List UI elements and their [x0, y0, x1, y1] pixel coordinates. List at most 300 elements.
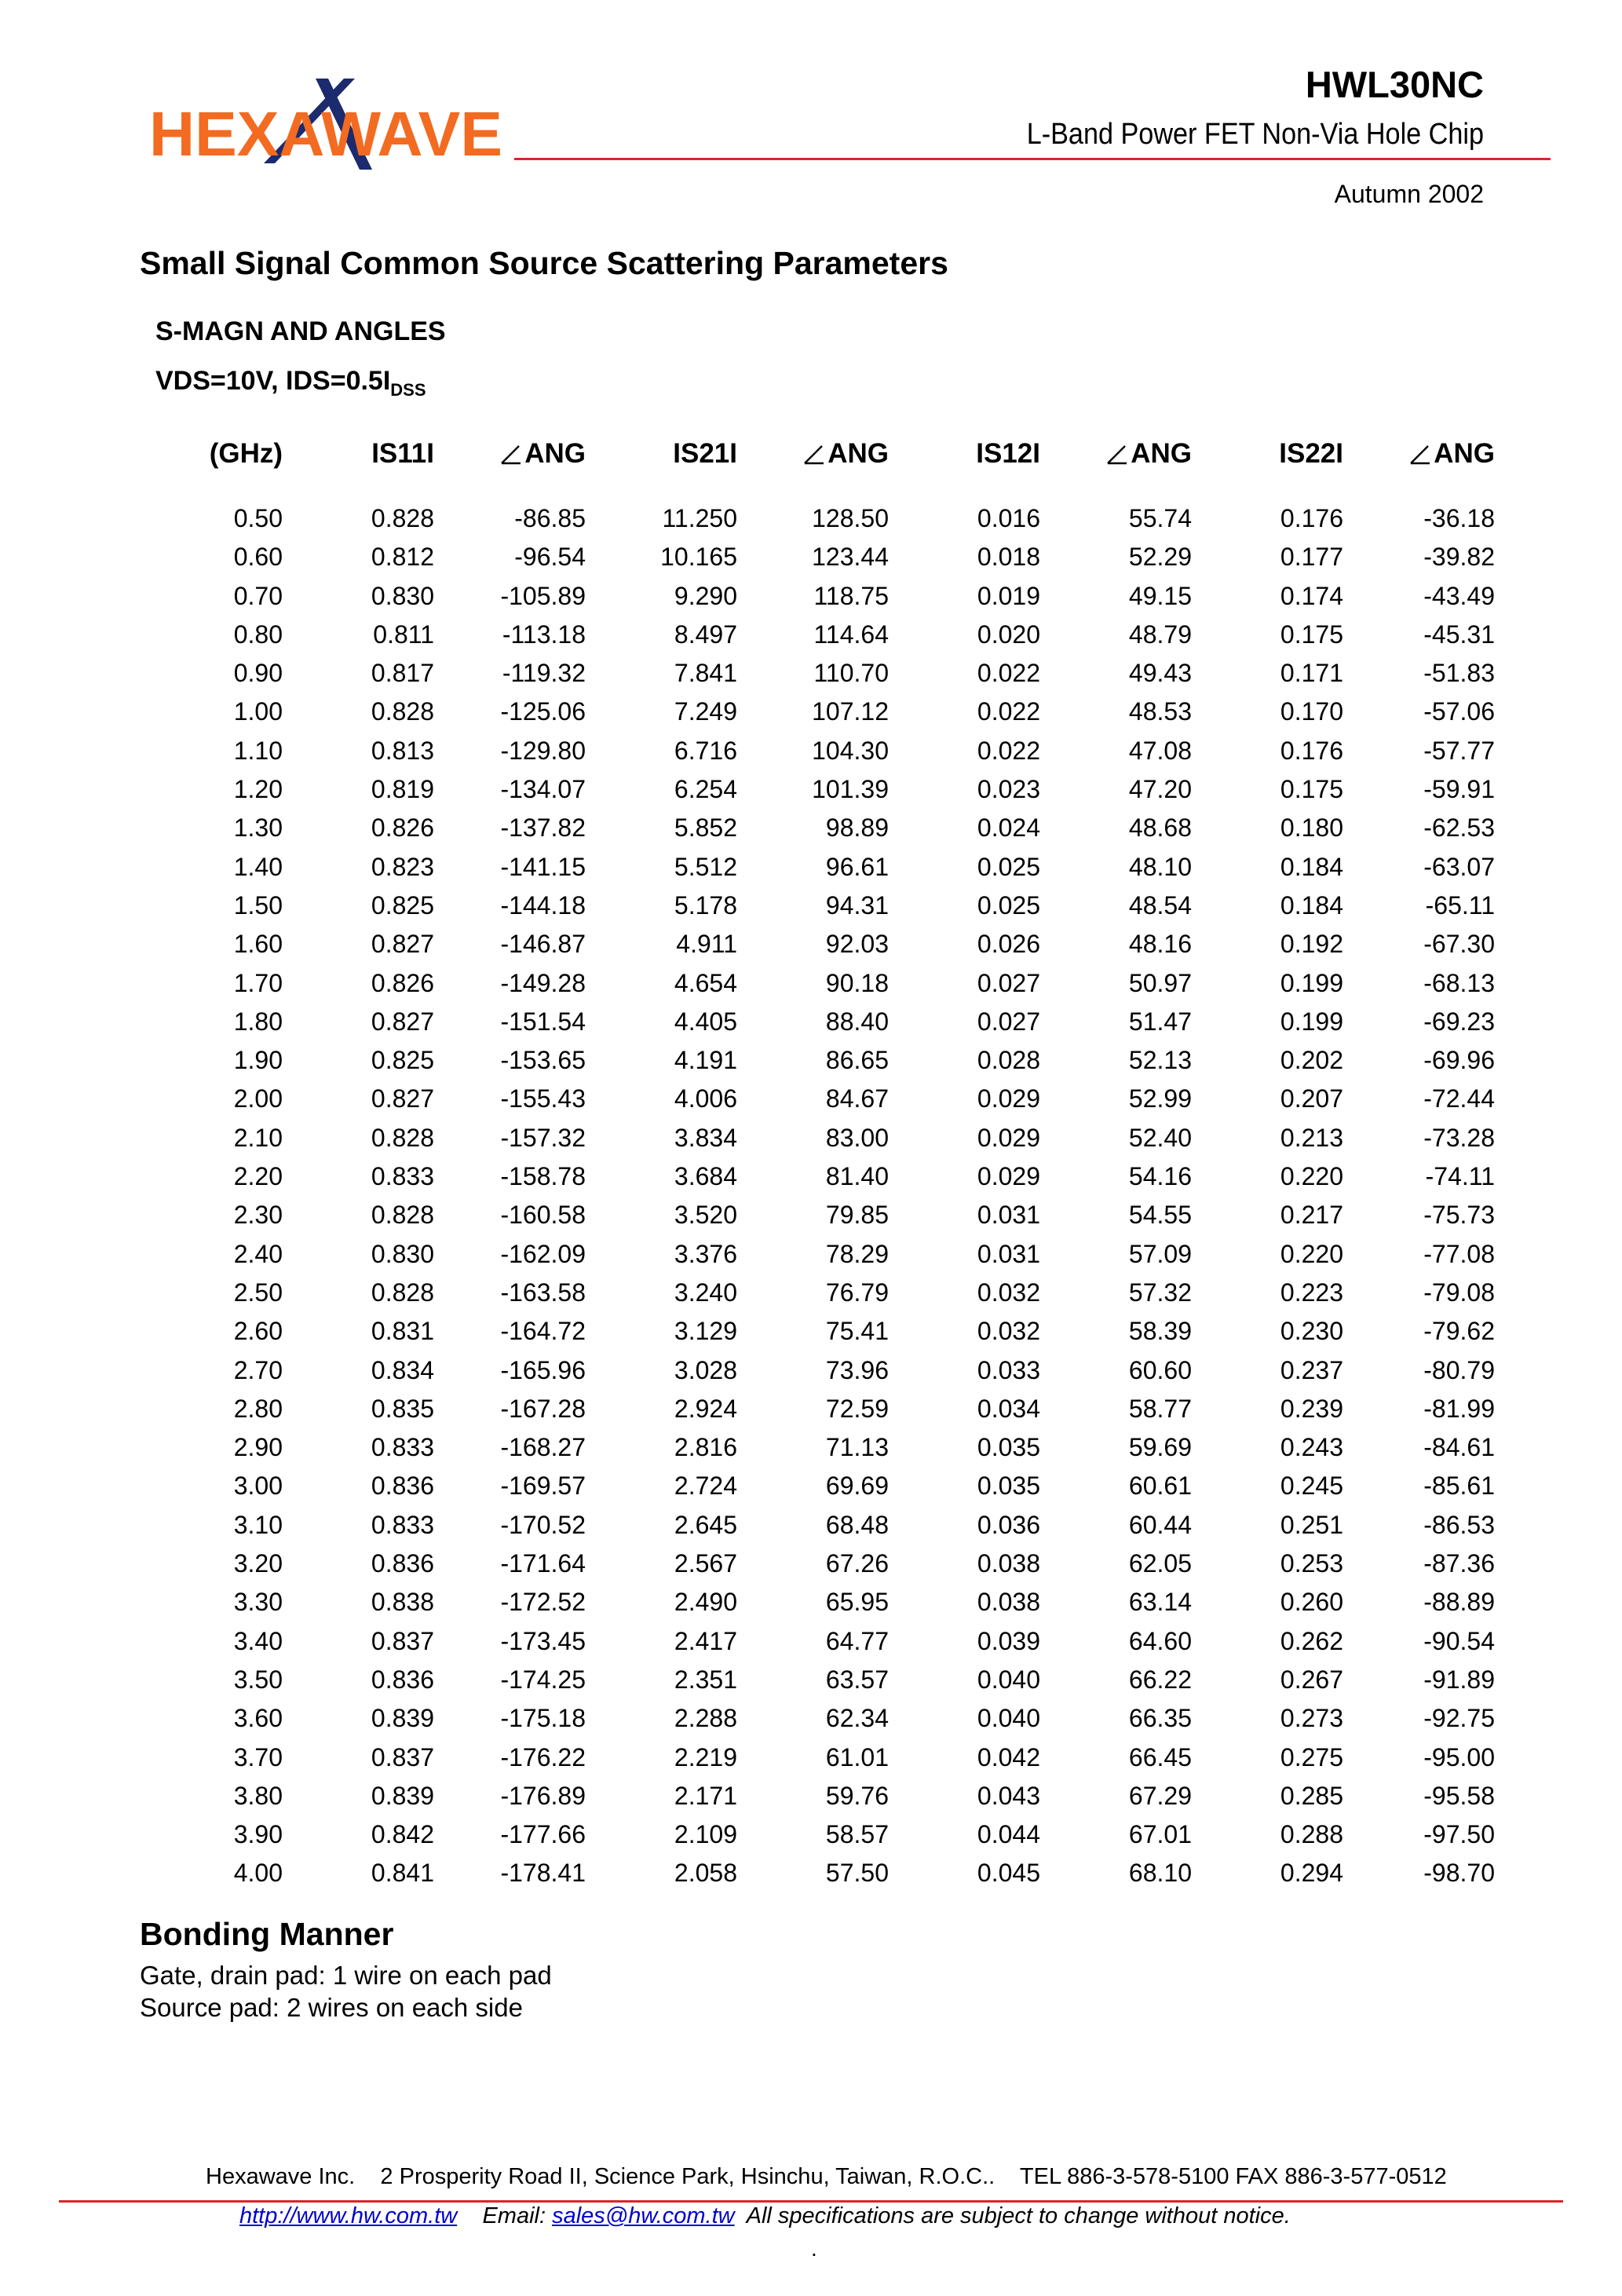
table-body	[155, 499, 1495, 1893]
cell-s12-ang: 54.16	[1128, 1162, 1192, 1191]
cell-s11-mag: 0.817	[371, 659, 434, 688]
cell-s21-ang: 79.85	[825, 1201, 889, 1230]
cell-s12-ang: 57.32	[1128, 1278, 1192, 1307]
cell-freq: 2.30	[233, 1201, 283, 1230]
cell-s11-mag: 0.812	[371, 543, 434, 572]
cell-s11-mag: 0.839	[371, 1781, 434, 1810]
cell-s11-ang: -96.54	[514, 543, 586, 572]
cell-s21-ang: 88.40	[825, 1007, 889, 1036]
angle-icon	[802, 442, 826, 466]
cell-s12-ang: 63.14	[1128, 1588, 1192, 1617]
cell-s11-ang: -134.07	[500, 775, 586, 804]
col-header-s11-mag: IS11I	[371, 438, 434, 469]
table-row	[155, 1003, 1495, 1041]
cell-s12-mag: 0.033	[977, 1355, 1040, 1384]
cell-s22-ang: -90.54	[1423, 1626, 1495, 1655]
cell-s22-mag: 0.175	[1280, 775, 1343, 804]
cell-s11-ang: -176.89	[500, 1781, 586, 1810]
cell-s12-mag: 0.027	[977, 1007, 1040, 1036]
cell-s22-ang: -68.13	[1423, 968, 1495, 997]
cell-s11-ang: -163.58	[500, 1278, 586, 1307]
footer-address: Hexawave Inc. 2 Prosperity Road II, Science Park, Hsinchu, Taiwan, R.O.C.. TEL 886-3-578-5100 FAX 886-3-577-0512	[206, 2164, 1447, 2189]
cell-s12-mag: 0.031	[977, 1201, 1040, 1230]
cell-s12-mag: 0.025	[977, 852, 1040, 881]
cell-freq: 2.10	[233, 1123, 283, 1152]
bonding-title: Bonding Manner	[140, 1916, 394, 1952]
cell-s12-ang: 57.09	[1128, 1239, 1192, 1268]
table-row	[155, 1545, 1495, 1583]
cell-s21-mag: 2.058	[674, 1859, 737, 1888]
angle-label: ANG	[524, 438, 586, 469]
cell-s21-mag: 3.376	[674, 1239, 737, 1268]
cell-s12-ang: 66.45	[1128, 1742, 1192, 1771]
cell-s21-ang: 81.40	[825, 1162, 889, 1191]
cell-s12-ang: 48.54	[1128, 890, 1192, 919]
cell-s11-mag: 0.837	[371, 1626, 434, 1655]
cell-s12-mag: 0.022	[977, 697, 1040, 726]
cell-s12-mag: 0.035	[977, 1433, 1040, 1462]
cell-s22-mag: 0.251	[1280, 1510, 1343, 1539]
cell-s12-mag: 0.016	[977, 504, 1040, 532]
col-header-s21-mag: IS21I	[673, 438, 737, 469]
angle-icon	[1408, 442, 1432, 466]
cell-s21-mag: 4.911	[676, 930, 737, 959]
cell-freq: 2.20	[233, 1162, 283, 1191]
cell-s22-ang: -72.44	[1423, 1084, 1495, 1113]
cell-s11-ang: -157.32	[500, 1123, 586, 1152]
cell-s21-mag: 7.841	[674, 659, 737, 688]
cell-s22-mag: 0.202	[1280, 1046, 1343, 1075]
table-row	[155, 1699, 1495, 1738]
cell-s21-mag: 3.240	[674, 1278, 737, 1307]
table-row	[155, 1312, 1495, 1351]
cell-s22-mag: 0.184	[1280, 890, 1343, 919]
cell-s21-mag: 7.249	[674, 697, 737, 726]
cell-s12-ang: 58.77	[1128, 1394, 1192, 1423]
table-row	[155, 887, 1495, 925]
cell-freq: 3.30	[233, 1588, 283, 1617]
table-row	[155, 1351, 1495, 1390]
cell-s21-ang: 118.75	[813, 581, 889, 610]
cell-freq: 3.50	[233, 1665, 283, 1694]
cell-s21-ang: 68.48	[825, 1510, 889, 1539]
cell-s12-mag: 0.045	[977, 1859, 1040, 1888]
cell-s12-mag: 0.025	[977, 890, 1040, 919]
cell-s11-mag: 0.819	[371, 775, 434, 804]
table-row	[155, 616, 1495, 654]
cell-s21-mag: 4.654	[674, 968, 737, 997]
angle-label: ANG	[827, 438, 889, 469]
cell-s11-mag: 0.835	[371, 1394, 434, 1423]
cell-s11-ang: -146.87	[500, 930, 586, 959]
col-header-s12-mag: IS12I	[976, 438, 1040, 469]
cell-s22-mag: 0.288	[1280, 1820, 1343, 1849]
disclaimer: All specifications are subject to change without notice.	[746, 2203, 1291, 2228]
table-row	[155, 964, 1495, 1003]
bias-conditions	[155, 366, 426, 400]
table-header-row	[155, 430, 1495, 477]
cell-s21-mag: 4.191	[674, 1046, 737, 1075]
cell-s22-ang: -92.75	[1423, 1704, 1495, 1733]
cell-s22-mag: 0.239	[1280, 1394, 1343, 1423]
cell-s21-mag: 5.852	[674, 813, 737, 843]
cell-s22-mag: 0.177	[1280, 543, 1343, 572]
cell-s22-ang: -85.61	[1423, 1472, 1495, 1501]
cell-s21-mag: 5.512	[674, 852, 737, 881]
cell-s12-ang: 48.10	[1128, 852, 1192, 881]
cell-s21-mag: 2.724	[674, 1472, 737, 1501]
cell-s21-mag: 2.924	[674, 1394, 737, 1423]
footer-contact	[239, 2203, 1291, 2229]
table-row	[155, 1119, 1495, 1157]
cell-s12-mag: 0.027	[977, 968, 1040, 997]
cell-s12-mag: 0.020	[977, 620, 1040, 649]
table-row	[155, 1506, 1495, 1545]
cell-freq: 3.40	[233, 1626, 283, 1655]
cell-s21-ang: 90.18	[825, 968, 889, 997]
cell-freq: 3.60	[233, 1704, 283, 1733]
logo-text: HEXAWAVE	[149, 99, 502, 169]
cell-s22-ang: -69.96	[1423, 1046, 1495, 1075]
cell-s12-ang: 66.22	[1128, 1665, 1192, 1694]
cell-s12-ang: 68.10	[1128, 1859, 1192, 1888]
table-row	[155, 577, 1495, 616]
cell-freq: 2.50	[233, 1278, 283, 1307]
cell-s11-ang: -149.28	[500, 968, 586, 997]
col-header-s22-angle	[1343, 430, 1495, 477]
bonding-line-source: Source pad: 2 wires on each side	[140, 1993, 523, 2022]
publication-date: Autumn 2002	[1334, 180, 1484, 208]
cell-s12-mag: 0.029	[977, 1123, 1040, 1152]
cell-freq: 1.50	[233, 890, 283, 919]
cell-s21-ang: 98.89	[825, 813, 889, 843]
cell-freq: 0.70	[233, 581, 283, 610]
cell-s11-ang: -177.66	[500, 1820, 586, 1849]
cell-s11-ang: -129.80	[500, 736, 586, 765]
cell-s21-ang: 114.64	[813, 620, 889, 649]
cell-s22-mag: 0.199	[1280, 1007, 1343, 1036]
cell-s21-ang: 92.03	[825, 930, 889, 959]
cell-freq: 2.00	[233, 1084, 283, 1113]
cell-s12-ang: 58.39	[1128, 1317, 1192, 1346]
cell-s11-ang: -158.78	[500, 1162, 586, 1191]
table-row	[155, 1041, 1495, 1080]
cell-freq: 2.70	[233, 1355, 283, 1384]
cell-s11-ang: -125.06	[500, 697, 586, 726]
cell-freq: 3.80	[233, 1781, 283, 1810]
bias-conditions-main: VDS=10V, IDS=0.5I	[155, 366, 391, 396]
cell-s22-mag: 0.243	[1280, 1433, 1343, 1462]
cell-s21-ang: 84.67	[825, 1084, 889, 1113]
table-row	[155, 848, 1495, 887]
cell-s11-mag: 0.830	[371, 1239, 434, 1268]
cell-s21-mag: 4.006	[674, 1084, 737, 1113]
cell-s12-mag: 0.040	[977, 1665, 1040, 1694]
cell-s22-ang: -95.58	[1423, 1781, 1495, 1810]
cell-s22-ang: -65.11	[1425, 890, 1495, 919]
cell-s11-ang: -172.52	[500, 1588, 586, 1617]
cell-s22-mag: 0.294	[1280, 1859, 1343, 1888]
cell-s12-mag: 0.022	[977, 659, 1040, 688]
table-row	[155, 732, 1495, 770]
cell-freq: 1.40	[233, 852, 283, 881]
cell-s11-mag: 0.825	[371, 890, 434, 919]
cell-s12-mag: 0.029	[977, 1162, 1040, 1191]
cell-s21-mag: 10.165	[660, 543, 737, 572]
cell-s22-mag: 0.199	[1280, 968, 1343, 997]
cell-s21-mag: 3.520	[674, 1201, 737, 1230]
cell-s12-ang: 60.61	[1128, 1472, 1192, 1501]
cell-s12-mag: 0.039	[977, 1626, 1040, 1655]
cell-s12-ang: 51.47	[1128, 1007, 1192, 1036]
cell-freq: 1.20	[233, 775, 283, 804]
cell-s12-ang: 64.60	[1128, 1626, 1192, 1655]
cell-s21-ang: 65.95	[825, 1588, 889, 1617]
cell-freq: 3.90	[233, 1820, 283, 1849]
cell-s11-ang: -165.96	[500, 1355, 586, 1384]
cell-s12-ang: 47.20	[1128, 775, 1192, 804]
cell-s12-ang: 52.13	[1128, 1046, 1192, 1075]
cell-s21-mag: 3.684	[674, 1162, 737, 1191]
cell-s21-ang: 76.79	[825, 1278, 889, 1307]
cell-s11-mag: 0.828	[371, 1278, 434, 1307]
cell-s22-mag: 0.176	[1280, 504, 1343, 532]
cell-s22-mag: 0.253	[1280, 1549, 1343, 1578]
cell-s11-mag: 0.839	[371, 1704, 434, 1733]
cell-s12-ang: 54.55	[1128, 1201, 1192, 1230]
cell-s11-mag: 0.830	[371, 581, 434, 610]
col-header-s22-mag: IS22I	[1279, 438, 1343, 469]
cell-s12-ang: 48.53	[1128, 697, 1192, 726]
cell-s12-mag: 0.031	[977, 1239, 1040, 1268]
cell-s22-ang: -36.18	[1423, 504, 1495, 532]
cell-freq: 3.70	[233, 1742, 283, 1771]
cell-s11-mag: 0.836	[371, 1549, 434, 1578]
cell-s11-ang: -167.28	[500, 1394, 586, 1423]
cell-s22-ang: -69.23	[1423, 1007, 1495, 1036]
cell-s12-mag: 0.043	[977, 1781, 1040, 1810]
cell-freq: 2.80	[233, 1394, 283, 1423]
cell-s22-mag: 0.176	[1280, 736, 1343, 765]
email-label: Email:	[482, 2203, 546, 2228]
cell-s22-ang: -62.53	[1423, 813, 1495, 843]
cell-s22-ang: -59.91	[1423, 775, 1495, 804]
cell-s22-ang: -67.30	[1423, 930, 1495, 959]
cell-s12-mag: 0.019	[977, 581, 1040, 610]
cell-s22-mag: 0.192	[1280, 930, 1343, 959]
cell-s22-ang: -63.07	[1423, 852, 1495, 881]
cell-s21-ang: 61.01	[825, 1742, 889, 1771]
col-header-frequency: (GHz)	[209, 438, 283, 469]
cell-s21-mag: 9.290	[674, 581, 737, 610]
cell-s21-mag: 2.490	[674, 1588, 737, 1617]
cell-s12-mag: 0.040	[977, 1704, 1040, 1733]
cell-s21-ang: 71.13	[825, 1433, 889, 1462]
cell-s11-mag: 0.841	[371, 1859, 434, 1888]
cell-s21-ang: 72.59	[825, 1394, 889, 1423]
cell-s11-mag: 0.833	[371, 1162, 434, 1191]
cell-s22-mag: 0.207	[1280, 1084, 1343, 1113]
cell-s11-mag: 0.827	[371, 1007, 434, 1036]
cell-s21-ang: 101.39	[812, 775, 889, 804]
cell-s21-ang: 58.57	[825, 1820, 889, 1849]
cell-s12-mag: 0.038	[977, 1588, 1040, 1617]
cell-s11-mag: 0.833	[371, 1510, 434, 1539]
cell-s11-mag: 0.828	[371, 1201, 434, 1230]
table-row	[155, 1777, 1495, 1815]
cell-s11-ang: -168.27	[500, 1433, 586, 1462]
cell-freq: 0.80	[233, 620, 283, 649]
cell-s11-ang: -169.57	[500, 1472, 586, 1501]
cell-freq: 3.20	[233, 1549, 283, 1578]
cell-s11-ang: -141.15	[500, 852, 586, 881]
hexawave-logo	[149, 68, 502, 177]
cell-s21-ang: 86.65	[825, 1046, 889, 1075]
cell-s22-ang: -80.79	[1423, 1355, 1495, 1384]
header-divider	[514, 158, 1551, 160]
cell-s12-ang: 52.99	[1128, 1084, 1192, 1113]
cell-s11-mag: 0.836	[371, 1665, 434, 1694]
section-title: Small Signal Common Source Scattering Parameters	[140, 245, 948, 281]
bias-conditions-subscript: DSS	[390, 380, 426, 400]
cell-s21-mag: 3.129	[674, 1317, 737, 1346]
cell-s11-ang: -173.45	[500, 1626, 586, 1655]
cell-s22-mag: 0.220	[1280, 1239, 1343, 1268]
angle-label: ANG	[1131, 438, 1192, 469]
cell-s12-mag: 0.022	[977, 736, 1040, 765]
cell-s22-ang: -88.89	[1423, 1588, 1495, 1617]
cell-s21-ang: 94.31	[825, 890, 889, 919]
cell-s21-mag: 2.171	[674, 1781, 737, 1810]
cell-s22-mag: 0.237	[1280, 1355, 1343, 1384]
page-dot: .	[811, 2236, 817, 2261]
website-link[interactable]: http://www.hw.com.tw	[239, 2203, 458, 2228]
cell-freq: 1.30	[233, 813, 283, 843]
cell-s12-ang: 62.05	[1128, 1549, 1192, 1578]
table-row	[155, 1467, 1495, 1505]
cell-s12-ang: 49.15	[1128, 581, 1192, 610]
cell-s22-ang: -75.73	[1423, 1201, 1495, 1230]
angle-icon	[1105, 442, 1129, 466]
cell-s11-mag: 0.836	[371, 1472, 434, 1501]
product-subtitle: L-Band Power FET Non-Via Hole Chip	[1026, 118, 1484, 151]
cell-s11-mag: 0.811	[373, 620, 434, 649]
table-row	[155, 809, 1495, 847]
cell-s11-ang: -151.54	[500, 1007, 586, 1036]
cell-s11-mag: 0.831	[371, 1317, 434, 1346]
cell-s11-ang: -119.32	[502, 659, 586, 688]
cell-s22-ang: -95.00	[1423, 1742, 1495, 1771]
cell-s21-ang: 63.57	[825, 1665, 889, 1694]
cell-s22-mag: 0.184	[1280, 852, 1343, 881]
cell-s22-mag: 0.223	[1280, 1278, 1343, 1307]
cell-s11-mag: 0.842	[371, 1820, 434, 1849]
cell-s21-ang: 110.70	[813, 659, 889, 688]
cell-s22-ang: -57.06	[1423, 697, 1495, 726]
cell-freq: 4.00	[233, 1859, 283, 1888]
table-row	[155, 1815, 1495, 1854]
table-row	[155, 1196, 1495, 1234]
cell-s22-mag: 0.260	[1280, 1588, 1343, 1617]
cell-s22-ang: -73.28	[1423, 1123, 1495, 1152]
table-row	[155, 693, 1495, 731]
cell-s12-ang: 48.16	[1128, 930, 1192, 959]
cell-s12-mag: 0.034	[977, 1394, 1040, 1423]
cell-s12-ang: 52.40	[1128, 1123, 1192, 1152]
cell-s12-ang: 60.60	[1128, 1355, 1192, 1384]
cell-s22-mag: 0.174	[1280, 581, 1343, 610]
cell-s11-ang: -105.89	[500, 581, 586, 610]
table-row	[155, 1738, 1495, 1777]
cell-s21-ang: 59.76	[825, 1781, 889, 1810]
cell-s21-ang: 96.61	[825, 852, 889, 881]
cell-s22-ang: -91.89	[1423, 1665, 1495, 1694]
cell-s22-ang: -79.08	[1423, 1278, 1495, 1307]
cell-s21-mag: 5.178	[674, 890, 737, 919]
cell-s11-ang: -144.18	[500, 890, 586, 919]
cell-s12-mag: 0.024	[977, 813, 1040, 843]
cell-s12-ang: 67.29	[1128, 1781, 1192, 1810]
table-row	[155, 1080, 1495, 1118]
col-header-s21-angle	[737, 430, 889, 477]
cell-s11-ang: -153.65	[500, 1046, 586, 1075]
cell-s21-mag: 2.351	[674, 1665, 737, 1694]
cell-s11-mag: 0.823	[371, 852, 434, 881]
part-number: HWL30NC	[1305, 64, 1484, 105]
cell-s21-mag: 2.645	[674, 1510, 737, 1539]
table-row	[155, 499, 1495, 538]
table-row	[155, 1661, 1495, 1699]
cell-s22-ang: -74.11	[1425, 1162, 1495, 1191]
cell-s11-mag: 0.828	[371, 697, 434, 726]
cell-s21-mag: 6.716	[674, 736, 737, 765]
s-parameter-table	[155, 430, 1495, 1893]
cell-s21-ang: 75.41	[825, 1317, 889, 1346]
footer-divider	[59, 2200, 1563, 2203]
cell-s21-mag: 8.497	[674, 620, 737, 649]
cell-s21-mag: 4.405	[674, 1007, 737, 1036]
cell-s11-ang: -175.18	[500, 1704, 586, 1733]
footer-gap	[546, 2203, 552, 2228]
cell-s11-ang: -113.18	[502, 620, 586, 649]
cell-s12-ang: 66.35	[1128, 1704, 1192, 1733]
cell-s22-ang: -43.49	[1423, 581, 1495, 610]
footer-gap	[735, 2203, 747, 2228]
cell-s12-mag: 0.035	[977, 1472, 1040, 1501]
cell-s12-ang: 48.68	[1128, 813, 1192, 843]
cell-s21-ang: 64.77	[825, 1626, 889, 1655]
cell-s21-ang: 128.50	[812, 504, 889, 532]
cell-s11-mag: 0.826	[371, 968, 434, 997]
cell-s12-ang: 47.08	[1128, 736, 1192, 765]
header-spacer	[155, 477, 1495, 499]
cell-freq: 1.80	[233, 1007, 283, 1036]
cell-s11-mag: 0.827	[371, 930, 434, 959]
angle-icon	[499, 442, 523, 466]
cell-s22-ang: -81.99	[1423, 1394, 1495, 1423]
cell-s11-ang: -155.43	[500, 1084, 586, 1113]
table-row	[155, 1854, 1495, 1892]
cell-s12-ang: 60.44	[1128, 1510, 1192, 1539]
cell-s21-mag: 2.816	[674, 1433, 737, 1462]
cell-s22-mag: 0.267	[1280, 1665, 1343, 1694]
email-link[interactable]: sales@hw.com.tw	[552, 2203, 735, 2228]
cell-freq: 1.60	[233, 930, 283, 959]
cell-s22-ang: -45.31	[1423, 620, 1495, 649]
cell-s12-ang: 49.43	[1128, 659, 1192, 688]
table-row	[155, 1157, 1495, 1196]
cell-s12-ang: 50.97	[1128, 968, 1192, 997]
